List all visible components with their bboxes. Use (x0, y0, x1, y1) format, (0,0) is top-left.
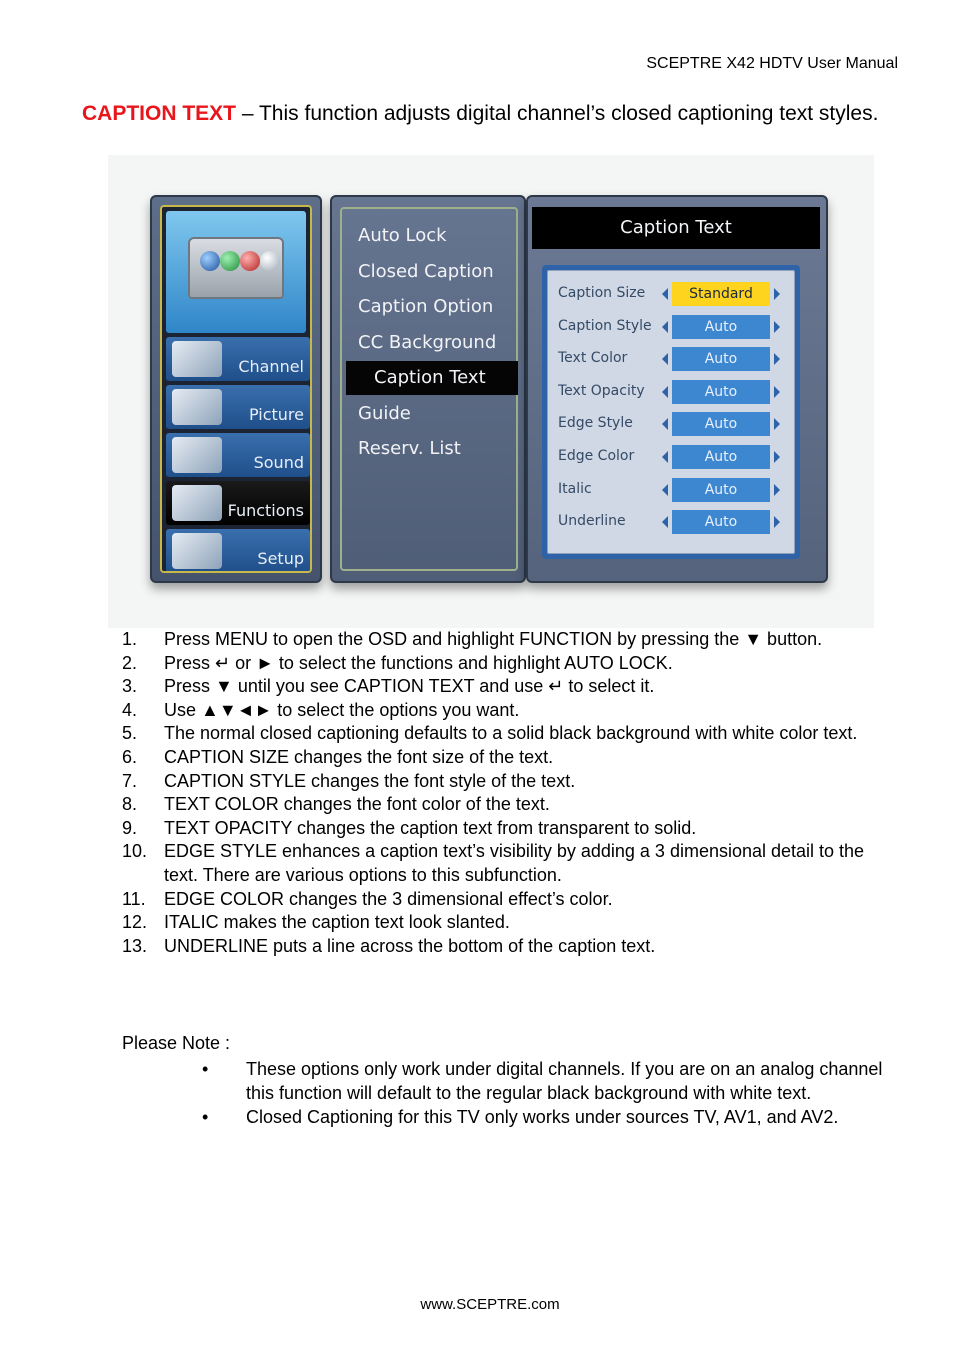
osd-nav-label: Sound (253, 453, 304, 472)
option-value[interactable]: Auto (672, 347, 770, 371)
arrow-right-icon[interactable] (774, 451, 780, 463)
option-row[interactable] (548, 509, 794, 535)
option-row[interactable] (548, 314, 794, 340)
functions-chest-icon (166, 211, 306, 333)
step-text: CAPTION STYLE changes the font style of the text. (164, 770, 576, 791)
osd-nav-item-channel[interactable] (166, 337, 310, 381)
step-text: UNDERLINE puts a line across the bottom of the caption text. (164, 935, 656, 956)
step-text: Press MENU to open the OSD and highlight FUNCTION by pressing the ▼ button. (164, 629, 823, 649)
option-value[interactable]: Standard (672, 282, 770, 306)
option-label: Caption Style (558, 317, 652, 334)
option-value[interactable]: Auto (672, 510, 770, 534)
step-item (122, 675, 882, 699)
step-item (122, 699, 882, 723)
step-number: 10. (122, 841, 148, 862)
option-label: Caption Size (558, 285, 646, 301)
arrow-right-icon[interactable] (774, 321, 780, 333)
osd-menu-item[interactable]: Guide (358, 402, 411, 424)
option-value[interactable]: Auto (672, 412, 770, 436)
arrow-right-icon[interactable] (774, 418, 780, 430)
option-label: Italic (558, 480, 592, 497)
option-label: Text Color (558, 350, 628, 367)
step-item (122, 888, 882, 912)
arrow-right-icon[interactable] (774, 288, 780, 300)
note-bullet (202, 1106, 894, 1130)
osd-nav-label: Setup (257, 549, 304, 568)
step-number: 4. (122, 699, 138, 720)
option-row[interactable] (548, 411, 794, 437)
step-text: The normal closed captioning defaults to a solid black background with white color text. (164, 723, 858, 744)
arrow-right-icon[interactable] (774, 516, 780, 528)
step-number: 8. (122, 794, 138, 815)
channel-icon (172, 341, 222, 377)
osd-menu-item[interactable]: Auto Lock (358, 225, 447, 246)
osd-menu-item[interactable]: Caption Text (346, 361, 518, 395)
footer-url: www.SCEPTRE.com (420, 1296, 560, 1313)
step-text: TEXT OPACITY changes the caption text from transparent to solid. (164, 817, 697, 838)
step-item (122, 840, 882, 887)
osd-nav-item-picture[interactable] (166, 385, 310, 429)
section-keyword: CAPTION TEXT (82, 102, 237, 125)
osd-menu-item[interactable]: Closed Caption (358, 260, 494, 282)
step-text: ITALIC makes the caption text look slanted. (164, 912, 510, 933)
section-intro (82, 100, 882, 128)
option-row[interactable] (548, 379, 794, 405)
sound-icon (172, 437, 222, 473)
option-label: Edge Style (558, 415, 633, 432)
step-number: 11. (122, 888, 146, 909)
step-text: Press ↵ or ► to select the functions and highlight AUTO LOCK. (164, 652, 673, 673)
step-item (122, 817, 882, 841)
functions-icon (172, 485, 222, 521)
option-value[interactable]: Auto (672, 445, 770, 469)
arrow-right-icon[interactable] (774, 386, 780, 398)
step-number: 2. (122, 652, 138, 673)
osd-options-panel (526, 195, 828, 583)
note-text: These options only work under digital channels. If you are on an analog channel this function will default to the regular black background with white text. (246, 1059, 883, 1103)
arrow-left-icon[interactable] (662, 418, 668, 430)
step-number: 13. (122, 935, 148, 956)
arrow-left-icon[interactable] (662, 288, 668, 300)
arrow-left-icon[interactable] (662, 516, 668, 528)
osd-nav-item-functions[interactable] (166, 481, 310, 525)
option-label: Text Opacity (558, 382, 645, 399)
step-text: EDGE COLOR changes the 3 dimensional effect’s color. (164, 888, 613, 909)
osd-nav-panel (150, 195, 322, 583)
osd-nav-label: Functions (227, 501, 304, 520)
osd-menu-item[interactable]: CC Background (358, 331, 497, 353)
bullet-dot-icon: • (202, 1107, 209, 1128)
step-number: 12. (122, 912, 148, 933)
step-number: 5. (122, 723, 138, 744)
picture-icon (172, 389, 222, 425)
bullet-dot-icon: • (202, 1059, 209, 1079)
setup-icon (172, 533, 222, 569)
osd-nav-item-sound[interactable] (166, 433, 310, 477)
option-value[interactable]: Auto (672, 315, 770, 339)
option-row[interactable] (548, 281, 794, 307)
option-row[interactable] (548, 444, 794, 470)
option-row[interactable] (548, 477, 794, 503)
arrow-left-icon[interactable] (662, 353, 668, 365)
osd-menu-item[interactable]: Reserv. List (358, 438, 461, 459)
note-text: Closed Captioning for this TV only works under sources TV, AV1, and AV2. (246, 1107, 839, 1128)
step-item (122, 652, 882, 676)
step-item (122, 722, 882, 746)
note-bullet (202, 1058, 894, 1105)
options-panel-title: Caption Text (532, 207, 820, 249)
arrow-left-icon[interactable] (662, 321, 668, 333)
step-number: 3. (122, 676, 138, 697)
note-label: Please Note : (122, 1033, 231, 1053)
step-text: TEXT COLOR changes the font color of the text. (164, 794, 550, 815)
step-number: 6. (122, 746, 138, 767)
osd-nav-label: Picture (248, 405, 304, 424)
step-item (122, 793, 882, 817)
option-row[interactable] (548, 346, 794, 372)
osd-nav-label: Channel (238, 357, 304, 376)
osd-menu-panel (330, 195, 526, 583)
step-number: 9. (122, 817, 138, 838)
step-text: Press ▼ until you see CAPTION TEXT and use ↵ to select it. (164, 676, 655, 697)
instruction-steps (122, 628, 882, 958)
step-item (122, 746, 882, 770)
step-text: Use ▲▼◄► to select the options you want. (164, 699, 520, 720)
step-number: 7. (122, 770, 138, 791)
arrow-right-icon[interactable] (774, 484, 780, 496)
section-description: – This function adjusts digital channel’s closed captioning text styles. (236, 102, 879, 125)
step-item (122, 911, 882, 935)
page-header: SCEPTRE X42 HDTV User Manual (646, 55, 898, 72)
arrow-left-icon[interactable] (662, 451, 668, 463)
step-item (122, 935, 882, 959)
osd-menu-item[interactable]: Caption Option (358, 296, 494, 317)
arrow-left-icon[interactable] (662, 484, 668, 496)
osd-nav-item-setup[interactable] (166, 529, 310, 573)
option-label: Edge Color (558, 448, 635, 464)
arrow-left-icon[interactable] (662, 386, 668, 398)
step-item (122, 770, 882, 794)
step-text: CAPTION SIZE changes the font size of the text. (164, 746, 554, 767)
osd-screenshot (108, 155, 874, 628)
step-number: 1. (122, 629, 138, 649)
option-value[interactable]: Auto (672, 478, 770, 502)
note-bullets (202, 1058, 894, 1131)
step-text: EDGE STYLE enhances a caption text’s visibility by adding a 3 dimensional detail to the text. There are various options to this subfunction. (164, 841, 865, 885)
option-label: Underline (558, 513, 626, 530)
option-value[interactable]: Auto (672, 380, 770, 404)
arrow-right-icon[interactable] (774, 353, 780, 365)
step-item (122, 628, 882, 652)
